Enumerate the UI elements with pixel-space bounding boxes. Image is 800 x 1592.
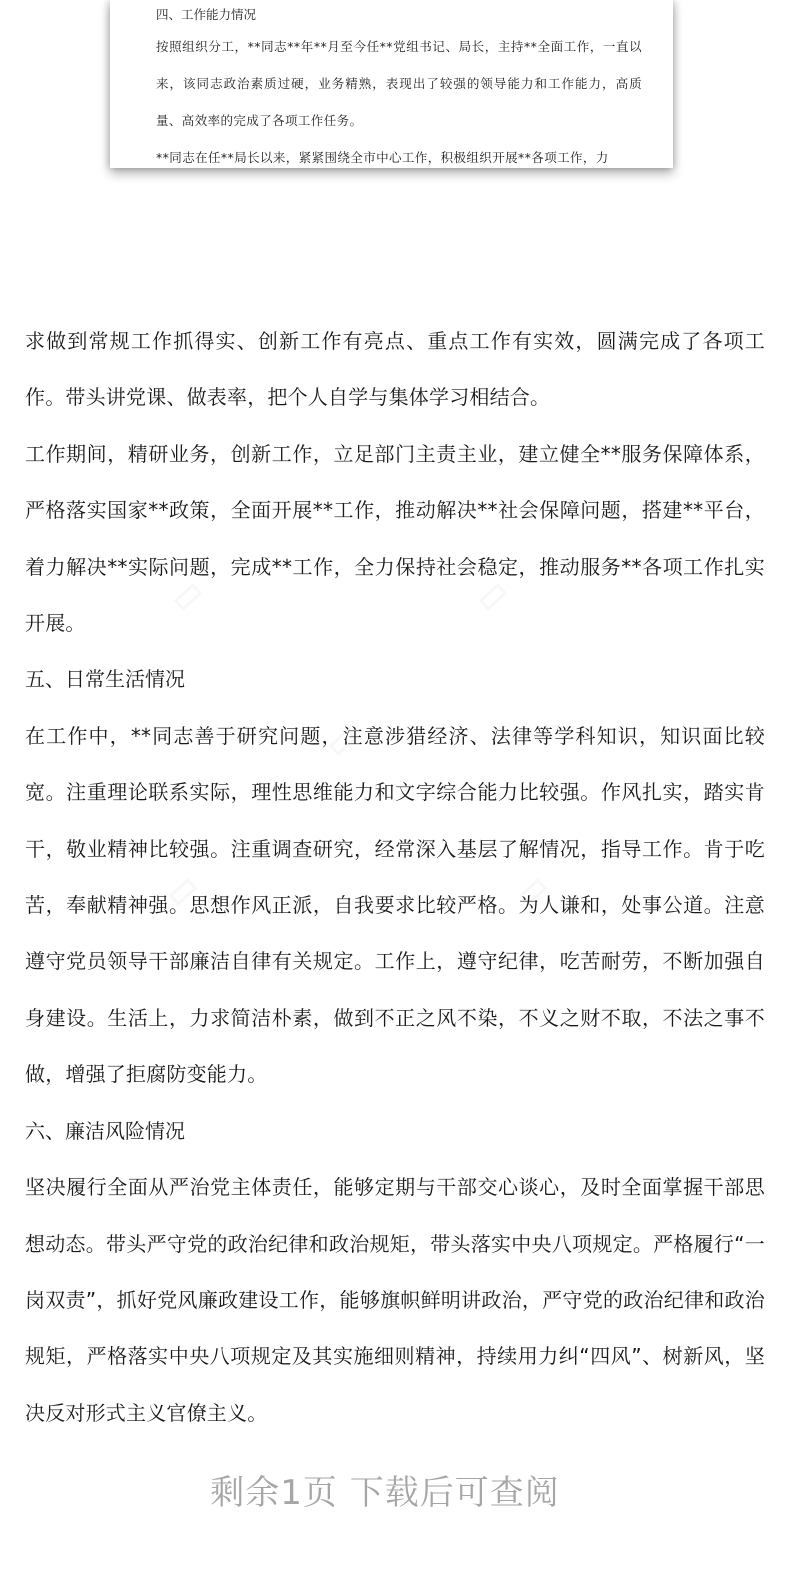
body-paragraph: 在工作中，**同志善于研究问题，注意涉猎经济、法律等学科知识，知识面比较宽。注重理论联系实际，理性思维能力和文字综合能力比较强。作风扎实，踏实肯干，敬业精神比较强。注重调查研究，经常深入基层了解情况，指导工作。肯于吃苦，奉献精神强。思想作风正派，自我要求比较严格。为人谦和，处事公道。注意遵守党员领导干部廉洁自律有关规定。工作上，遵守纪律，吃苦耐劳，不断加强自身建设。生活上，力求简洁朴素，做到不正之风不染，不义之财不取，不法之事不做，增强了拒腐防变能力。 — [25, 723, 765, 1087]
preview-paragraph-1: 按照组织分工，**同志**年**月至今任**党组书记、局长，主持**全面工作，一直以来，该同志政治素质过硬，业务精熟，表现出了较强的领导能力和工作能力，高质量、高效率的完成了各项工作任务。 — [156, 39, 642, 128]
section-heading-integrity-risk: 六、廉洁风险情况 — [25, 1118, 185, 1143]
body-paragraph: 坚决履行全面从严治党主体责任，能够定期与干部交心谈心，及时全面掌握干部思想动态。带头严守党的政治纪律和政治规矩，带头落实中央八项规定。严格履行“一岗双责”，抓好党风廉政建设工作，能够旗帜鲜明讲政治，严守党的政治纪律和政治规矩，严格落实中央八项规定及其实施细则精神，持续用力纠“四风”、树新风，坚决反对形式主义官僚主义。 — [25, 1175, 765, 1425]
preview-content — [156, 2, 642, 168]
body-paragraph: 求做到常规工作抓得实、创新工作有亮点、重点工作有实效，圆满完成了各项工作。带头讲党课、做表率，把个人自学与集体学习相结合。 — [25, 329, 765, 410]
section-heading-daily-life: 五、日常生活情况 — [25, 667, 185, 692]
body-paragraph: 工作期间，精研业务，创新工作，立足部门主责主业，建立健全**服务保障体系，严格落实国家**政策，全面开展**工作，推动解决**社会保障问题，搭建**平台，着力解决**实际问题，完成**工作，全力保持社会稳定，推动服务**各项工作扎实开展。 — [25, 441, 765, 636]
preview-paragraph-2: **同志在任**局长以来，紧紧围绕全市中心工作，积极组织开展**各项工作，力 — [156, 150, 609, 165]
document-body — [25, 313, 765, 1441]
preview-section-heading: 四、工作能力情况 — [156, 7, 257, 22]
document-preview-card — [110, 0, 673, 168]
remaining-pages-notice[interactable]: 剩余1页 下载后可查阅 — [210, 1473, 560, 1513]
